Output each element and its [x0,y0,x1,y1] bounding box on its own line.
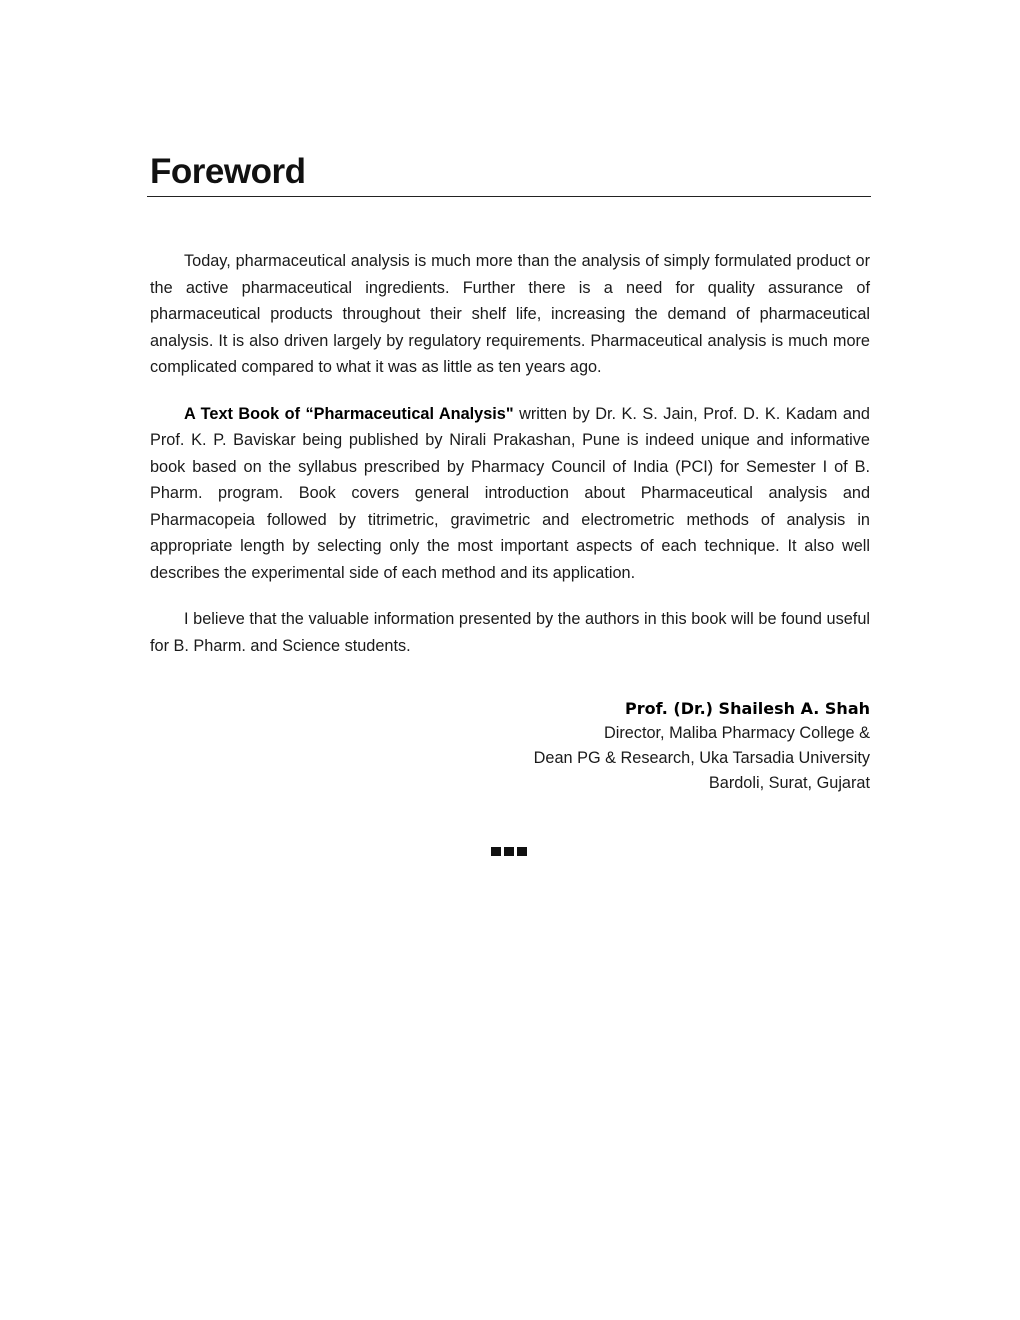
paragraph-1: Today, pharmaceutical analysis is much more than the analysis of simply formulated product or the active pharmaceutical ingredients. Further there is a need for quality assurance of pharmaceutical products throughout their shelf life, increasing the demand of pharmaceutical analysis. It is also driven largely by regulatory requirements. Pharmaceutical analysis is much more complicated compared to what it was as little as ten years ago. [150,252,870,376]
paragraph-2-text: written by Dr. K. S. Jain, Prof. D. K. Kadam and Prof. K. P. Baviskar being published by Nirali Prakashan, Pune is indeed unique and informative book based on the syllabus prescribed by Pharmacy Council of India (PCI) for Semester I of B. Pharm. program. Book covers general introduction about Pharmaceutical analysis and Pharmacopeia followed by titrimetric, gravimetric and electrometric methods of analysis in appropriate length by selecting only the most important aspects of each technique. It also well describes the experimental side of each method and its application. [150,404,870,582]
foreword-body [150,248,870,679]
signatory-title-line-2: Dean PG & Research, Uka Tarsadia University [533,749,870,767]
end-of-section-marker [491,847,527,856]
end-marker-square-icon [491,847,501,856]
signature-block [150,696,870,796]
book-title: A Text Book of “Pharmaceutical Analysis" [184,404,514,423]
title-underline [147,196,871,197]
end-marker-square-icon [504,847,514,856]
foreword-page [150,150,870,792]
page-title: Foreword [150,152,306,191]
paragraph-3: I believe that the valuable information presented by the authors in this book will be found useful for B. Pharm. and Science students. [150,610,870,655]
signatory-location: Bardoli, Surat, Gujarat [708,774,870,792]
end-marker-square-icon [517,847,527,856]
signatory-name: Prof. (Dr.) Shailesh A. Shah [625,699,870,718]
paragraph-2 [150,401,870,587]
signatory-title-line-1: Director, Maliba Pharmacy College & [603,724,870,742]
